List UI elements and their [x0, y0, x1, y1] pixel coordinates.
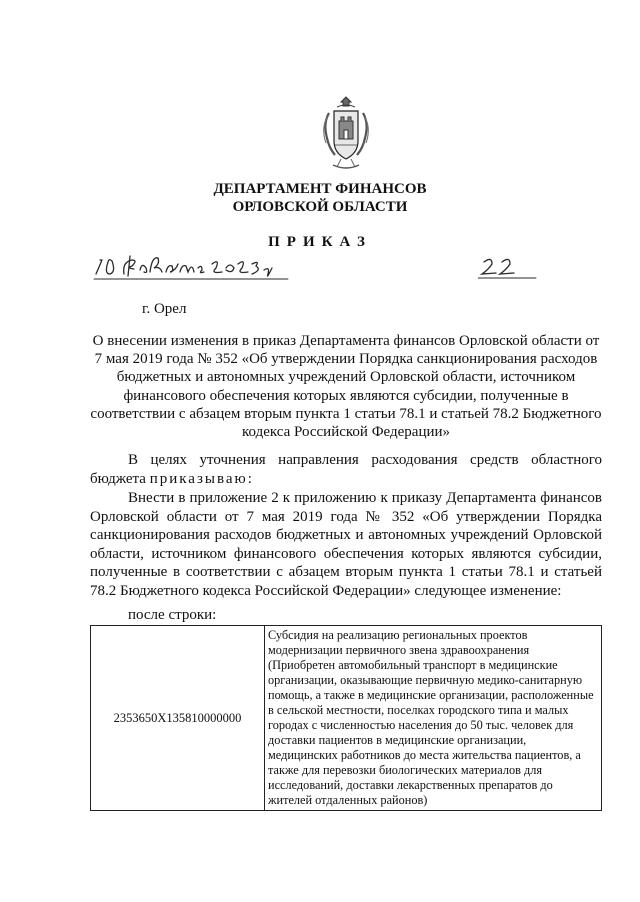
amendment-paragraph: Внести в приложение 2 к приложению к приказу Департамента финансов Орловской области от 7 мая 2019 года № 352 «Об утверждении Порядка санкционирования расходов бюджетных и автономных учреждений Орловской области, источником финансового обеспечения которых являются субсидии, полученные в соответствии с абзацем вторым пункта 1 статьи 78.1 и статьей 78.2 Бюджетного кодекса Российской Федерации» следующее изменение:: [90, 490, 602, 599]
preamble-text: В целях уточнения направления расходования средств областного бюджета: [90, 452, 602, 487]
preamble-paragraph: [90, 451, 602, 488]
budget-code-table: [90, 625, 602, 811]
order-title: О внесении изменения в приказ Департамента финансов Орловской области от 7 мая 2019 года № 352 «Об утверждении Порядка санкционирования расходов бюджетных и автономных учреждений Орловской области, источником финансового обеспечения которых являются субсидии, полученные в соответствии с абзацем вторым пункта 1 статьи 78.1 и статьей 78.2 Бюджетного кодекса Российской Федерации»: [90, 333, 602, 441]
subsidy-description-cell: Субсидия на реализацию региональных проектов модернизации первичного звена здравоохранения (Приобретен автомобильный транспорт в медицинские организации, оказывающие первичную медико-санитарную помощь, а также в медицинские организации, расположенные в сельской местности, поселках городского типа и малых городах с численностью населения до 50 тыс. человек для доставки пациентов в медицинские организации, медицинских работников до места жительства пациентов, а также для перевозки биологических материалов для исследований, доставки лекарственных препаратов до жителей отдаленных районов): [265, 626, 602, 811]
handwritten-date-signature: [92, 252, 292, 282]
coat-of-arms-emblem: [317, 93, 375, 173]
after-line-label: после строки:: [128, 607, 217, 623]
city-name: г. Орел: [142, 301, 187, 317]
order-heading: ПРИКАЗ: [268, 234, 372, 250]
table-row: [91, 626, 602, 811]
budget-code-cell: 2353650X135810000000: [91, 626, 265, 811]
department-name-line1: ДЕПАРТАМЕНТ ФИНАНСОВ: [213, 181, 427, 197]
order-word-emphasized: приказываю: [149, 470, 248, 487]
handwritten-order-number: [478, 252, 538, 282]
preamble-colon: :: [247, 470, 252, 487]
department-name-line2: ОРЛОВСКОЙ ОБЛАСТИ: [232, 199, 408, 215]
